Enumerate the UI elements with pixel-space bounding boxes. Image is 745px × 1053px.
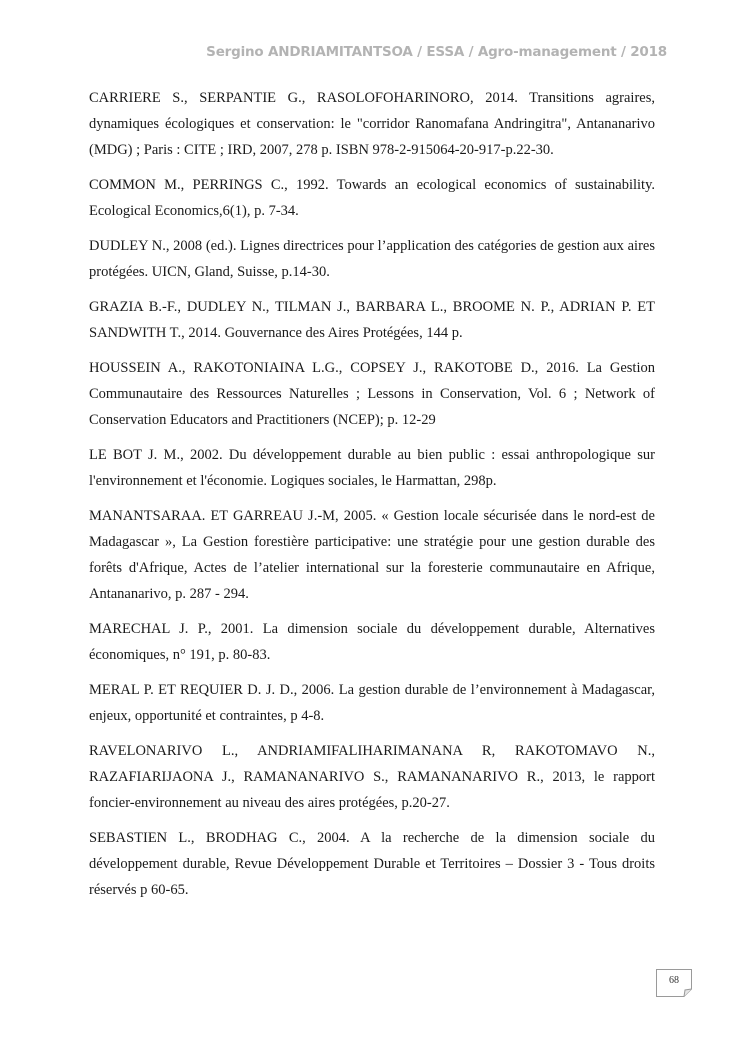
reference-entry: MERAL P. ET REQUIER D. J. D., 2006. La gestion durable de l’environnement à Madagascar, enjeux, opportunité et contraintes, p 4-8. [89, 682, 655, 724]
reference-entry: COMMON M., PERRINGS C., 1992. Towards an ecological economics of sustainability. Ecological Economics,6(1), p. 7-34. [89, 177, 655, 219]
running-header: Sergino ANDRIAMITANTSOA / ESSA / Agro-management / 2018 [206, 44, 667, 60]
reference-entry: HOUSSEIN A., RAKOTONIAINA L.G., COPSEY J., RAKOTOBE D., 2016. La Gestion Communautaire des Ressources Naturelles ; Lessons in Conservation, Vol. 6 ; Network of Conservation Educators and Practitioners (NCEP); p. 12-29 [89, 360, 655, 428]
reference-entry: LE BOT J. M., 2002. Du développement durable au bien public : essai anthropologique sur l'environnement et l'économie. Logiques sociales, le Harmattan, 298p. [89, 447, 655, 489]
reference-entry: CARRIERE S., SERPANTIE G., RASOLOFOHARINORO, 2014. Transitions agraires, dynamiques écologiques et conservation: le "corridor Ranomafana Andringitra", Antananarivo (MDG) ; Paris : CITE ; IRD, 2007, 278 p. ISBN 978-2-915064-20-917-p.22-30. [89, 90, 655, 158]
reference-entry: RAVELONARIVO L., ANDRIAMIFALIHARIMANANA R, RAKOTOMAVO N., RAZAFIARIJAONA J., RAMANANARIVO S., RAMANANARIVO R., 2013, le rapport foncier-environnement au niveau des aires protégées, p.20-27. [89, 743, 655, 811]
reference-entry: SEBASTIEN L., BRODHAG C., 2004. A la recherche de la dimension sociale du développement durable, Revue Développement Durable et Territoires – Dossier 3 - Tous droits réservés p 60-65. [89, 830, 655, 898]
reference-entry: GRAZIA B.-F., DUDLEY N., TILMAN J., BARBARA L., BROOME N. P., ADRIAN P. ET SANDWITH T., 2014. Gouvernance des Aires Protégées, 144 p. [89, 299, 655, 341]
page-number-box [656, 969, 692, 997]
page-number: 68 [669, 975, 679, 986]
reference-entry: DUDLEY N., 2008 (ed.). Lignes directrices pour l’application des catégories de gestion aux aires protégées. UICN, Gland, Suisse, p.14-30. [89, 238, 655, 280]
bibliography-list [89, 85, 655, 912]
reference-entry: MANANTSARAA. ET GARREAU J.-M, 2005. « Gestion locale sécurisée dans le nord-est de Madagascar », La Gestion forestière participative: une stratégie pour une gestion durable des forêts d'Afrique, Actes de l’atelier international sur la foresterie communautaire en Afrique, Antananarivo, p. 287 - 294. [89, 508, 655, 602]
reference-entry: MARECHAL J. P., 2001. La dimension sociale du développement durable, Alternatives économiques, n° 191, p. 80-83. [89, 621, 655, 663]
